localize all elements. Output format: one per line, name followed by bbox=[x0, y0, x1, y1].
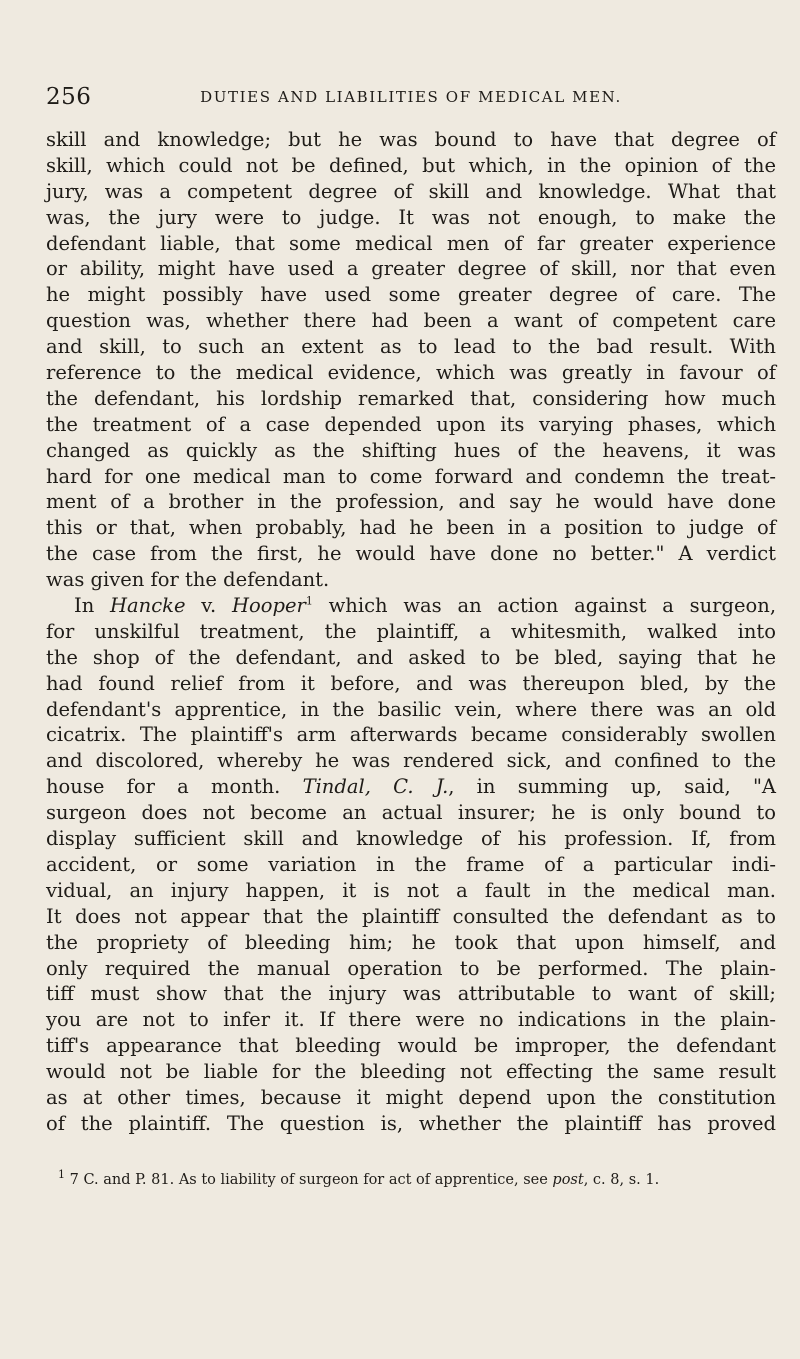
footnote-reference[interactable]: 1 bbox=[305, 594, 313, 608]
text-line: vidual, an injury happen, it is not a fault in the medical man. bbox=[46, 878, 776, 902]
paragraph-2 bbox=[46, 593, 776, 1137]
text-line: of the plaintiff. The question is, whether the plaintiff has proved bbox=[46, 1111, 776, 1135]
text-line: the shop of the defendant, and asked to be bled, saying that he bbox=[46, 645, 776, 669]
text-line: was given for the defendant. bbox=[46, 568, 330, 592]
text-line: It does not appear that the plaintiff consulted the defendant as to bbox=[46, 904, 776, 928]
text-line: this or that, when probably, had he been in a position to judge of bbox=[46, 516, 776, 540]
text-line: the propriety of bleeding him; he took that upon himself, and bbox=[46, 930, 776, 954]
text-line: skill, which could not be defined, but which, in the opinion of the bbox=[46, 153, 776, 177]
text-line: defendant liable, that some medical men of far greater experience bbox=[46, 231, 776, 255]
text-line: reference to the medical evidence, which was greatly in favour of bbox=[46, 361, 776, 385]
text-line: surgeon does not become an actual insurer; he is only bound to bbox=[46, 801, 776, 825]
text-line: defendant's apprentice, in the basilic vein, where there was an old bbox=[46, 697, 776, 721]
text-line: skill and knowledge; but he was bound to have that degree of bbox=[46, 128, 776, 151]
text-line: and skill, to such an extent as to lead to the bad result. With bbox=[46, 335, 776, 359]
text-line: he might possibly have used some greater degree of care. The bbox=[46, 283, 776, 307]
case-versus: v. bbox=[201, 594, 217, 618]
text-line: tiff's appearance that bleeding would be improper, the defendant bbox=[46, 1034, 776, 1058]
text-line: was, the jury were to judge. It was not enough, to make the bbox=[46, 205, 776, 229]
text-line: question was, whether there had been a want of competent care bbox=[46, 309, 776, 333]
case-intro-rest: which was an action against a surgeon, bbox=[328, 594, 777, 618]
body-text bbox=[46, 127, 776, 1137]
footnote-marker: 1 bbox=[58, 1168, 65, 1182]
case-intro: In bbox=[74, 594, 95, 618]
text-line: accident, or some variation in the frame of a particular indi- bbox=[46, 852, 776, 876]
case-name-defendant: Hooper bbox=[231, 594, 306, 618]
judge-line-start: house for a month. bbox=[46, 775, 281, 799]
text-line: display sufficient skill and knowledge of his profession. If, from bbox=[46, 827, 776, 851]
paragraph-2-lines-a bbox=[46, 619, 776, 774]
footnote bbox=[58, 1168, 778, 1189]
text-line: as at other times, because it might depend upon the constitution bbox=[46, 1085, 776, 1109]
paragraph-2-lines-b bbox=[46, 800, 776, 1137]
text-line: for unskilful treatment, the plaintiff, a whitesmith, walked into bbox=[46, 619, 776, 643]
text-line: you are not to infer it. If there were no indications in the plain- bbox=[46, 1008, 776, 1032]
text-line: the treatment of a case depended upon its varying phases, which bbox=[46, 412, 776, 436]
text-line: would not be liable for the bleeding not effecting the same result bbox=[46, 1060, 776, 1084]
text-line: ment of a brother in the profession, and say he would have done bbox=[46, 490, 776, 514]
text-line: changed as quickly as the shifting hues of the heavens, it was bbox=[46, 438, 776, 462]
paragraph-2-line bbox=[46, 593, 776, 619]
judge-line-rest: , in summing up, said, "A bbox=[448, 775, 776, 799]
case-name-plaintiff: Hancke bbox=[110, 594, 186, 618]
footnote-text: 7 C. and P. 81. As to liability of surgeon for act of apprentice, see bbox=[69, 1172, 548, 1188]
text-line: the case from the first, he would have done no better." A verdict bbox=[46, 542, 776, 566]
text-line: cicatrix. The plaintiff's arm afterwards became considerably swollen bbox=[46, 723, 776, 747]
text-line: had found relief from it before, and was thereupon bled, by the bbox=[46, 671, 776, 695]
text-line: or ability, might have used a greater degree of skill, nor that even bbox=[46, 257, 776, 281]
text-line: tiff must show that the injury was attributable to want of skill; bbox=[46, 982, 776, 1006]
footnote-italic-ref: post bbox=[552, 1172, 584, 1188]
paragraph-2-line bbox=[46, 774, 776, 800]
text-line: hard for one medical man to come forward and condemn the treat- bbox=[46, 464, 776, 488]
footnote-text-end: , c. 8, s. 1. bbox=[583, 1172, 660, 1188]
judge-name: Tindal, C. J. bbox=[302, 775, 449, 799]
text-line: and discolored, whereby he was rendered sick, and confined to the bbox=[46, 749, 776, 773]
page-header bbox=[46, 84, 776, 114]
paragraph-1 bbox=[46, 127, 776, 593]
text-line: the defendant, his lordship remarked that, considering how much bbox=[46, 386, 776, 410]
page-number: 256 bbox=[46, 84, 92, 110]
text-line: only required the manual operation to be performed. The plain- bbox=[46, 956, 776, 980]
text-line: jury, was a competent degree of skill and knowledge. What that bbox=[46, 179, 776, 203]
running-head: DUTIES AND LIABILITIES OF MEDICAL MEN. bbox=[200, 88, 622, 106]
